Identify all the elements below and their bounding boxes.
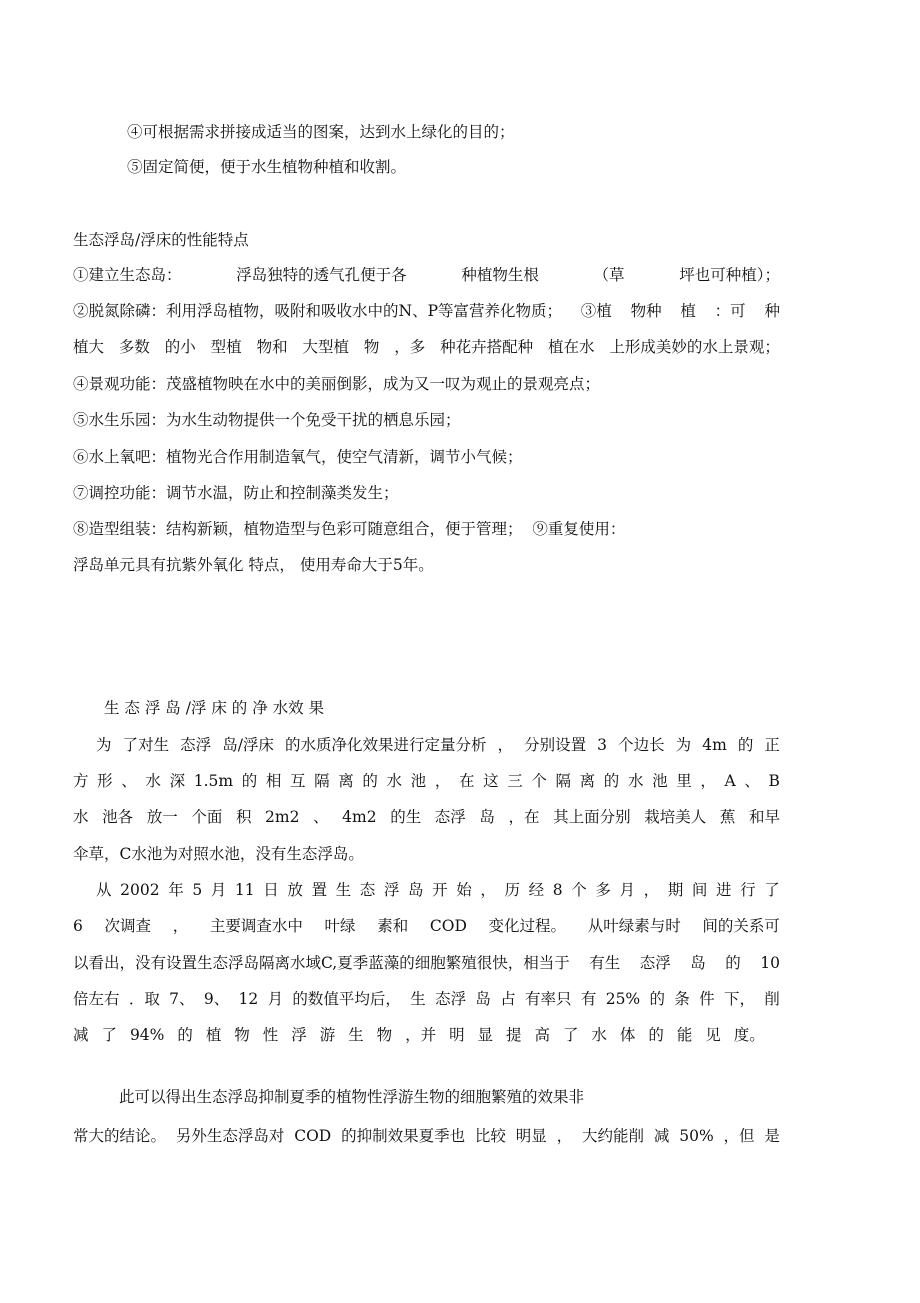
effect-p1-line-1: 为 了对生 态浮 岛/浮床 的水质净化效果进行定量分析 ， 分别设置 3 个边长 为 4m 的 正 [96,736,780,754]
effect-p2-line-5: 减 了 94% 的 植 物 性 浮 游 生 物 ，并 明 显 提 高 了 水 体 的 能 见 度。 [73,1026,765,1044]
effect-p1-line-3: 水 池各 放一 个面 积 2m2 、 4m2 的生 态浮 岛 ，在 其上面分别 栽培美人 蕉 和早 [73,808,780,826]
feature-line-7: ⑦调控功能：调节水温，防止和控制藻类发生； [73,484,399,502]
item-5: ⑤固定简便，便于水生植物种植和收割。 [127,158,407,176]
effect-heading: 生 态 浮 岛 /浮 床 的 净 水效 果 [104,699,325,717]
effect-p3-line-2: 常大的结论。 另外生态浮岛对 COD 的抑制效果夏季也 比较 明显 ， 大约能削 减 50% ，但 是 [73,1127,780,1145]
effect-p3-line-1: 此可以得出生态浮岛抑制夏季的植物性浮游生物的细胞繁殖的效果非 [119,1088,585,1106]
feature-line-8: ⑧造型组装：结构新颖，植物造型与色彩可随意组合，便于管理； ⑨重复使用： [73,520,626,538]
feature-line-4: ④景观功能：茂盛植物映在水中的美丽倒影，成为又一叹为观止的景观亮点； [73,375,601,393]
effect-p2-line-3: 以看出，没有设置生态浮岛隔离水域C,夏季蓝藻的细胞繁殖很快，相当于 有生 态浮 岛 的 10 [73,954,780,972]
effect-p2-line-4: 倍左右 ．取 7、 9、 12 月 的数值平均后， 生 态浮 岛 占 有率只 有 25% 的 条 件 下， 削 [73,990,780,1008]
effect-p1-line-2: 方 形 、 水 深 1.5m 的 相 互 隔 离 的 水 池 ， 在 这 三 个 隔 离 的 水 池 里 ， A 、 B [73,772,780,790]
feature-line-5: ⑤水生乐园：为水生动物提供一个免受干扰的栖息乐园； [73,411,461,429]
feature-line-2: ②脱氮除磷：利用浮岛植物，吸附和吸收水中的N、P等富营养化物质； ③植 物种 植 ：可 种 [73,302,780,320]
effect-p2-line-2: 6 次调查 ， 主要调查水中 叶绿 素和 COD 变化过程。 从叶绿素与时 间的关系可 [73,917,780,935]
effect-p1-line-4: 伞草，C水池为对照水池，没有生态浮岛。 [73,845,364,863]
feature-line-1: ①建立生态岛： 浮岛独特的透气孔便于各 种植物生根 （草 坪也可种植）； [73,266,780,284]
item-4: ④可根据需求拼接成适当的图案，达到水上绿化的目的； [127,123,515,141]
feature-line-6: ⑥水上氧吧：植物光合作用制造氧气，使空气清新，调节小气候； [73,448,523,466]
features-heading: 生态浮岛/浮床的性能特点 [73,231,249,249]
effect-p2-line-1: 从 2002 年 5 月 11 日 放 置 生 态 浮 岛 开 始 ， 历 经 8 个 多 月 ， 期 间 进 行 了 [96,881,780,899]
feature-line-9: 浮岛单元具有抗紫外氧化 特点， 使用寿命大于5年。 [73,556,434,574]
feature-line-3: 植大 多数 的小 型植 物和 大型植 物 ，多 种花卉搭配种 植在水 上形成美妙的水上景观； [73,338,780,356]
